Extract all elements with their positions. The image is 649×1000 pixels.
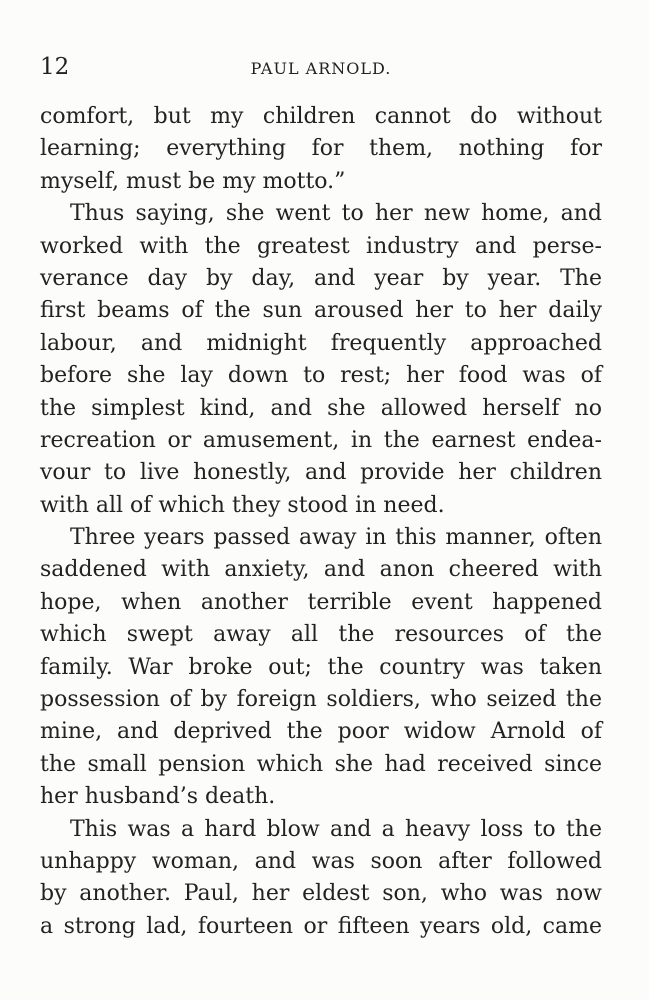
text-line: by another. Paul, her eldest son, who was now [40, 881, 602, 907]
text-line: worked with the greatest industry and perse- [40, 233, 602, 259]
text-line: the small pension which she had received since [40, 751, 602, 777]
text-line: first beams of the sun aroused her to her daily [40, 298, 602, 324]
text-line: myself, must be my motto.” [40, 168, 346, 194]
text-line: which swept away all the resources of the [40, 622, 602, 648]
text-line: verance day by day, and year by year. The [40, 265, 602, 291]
paragraph [40, 198, 602, 522]
text-line: mine, and deprived the poor widow Arnold of [40, 719, 602, 745]
text-line: the simplest kind, and she allowed herself no [40, 395, 602, 421]
text-line: unhappy woman, and was soon after followed [40, 848, 602, 874]
running-title: PAUL ARNOLD. [250, 59, 392, 78]
text-line: This was a hard blow and a heavy loss to the [70, 816, 602, 842]
text-line: before she lay down to rest; her food was of [40, 363, 602, 389]
paragraph [40, 522, 602, 814]
paragraph [40, 814, 602, 944]
text-line: Three years passed away in this manner, often [70, 525, 602, 551]
text-line: hope, when another terrible event happened [40, 589, 602, 615]
text-line: her husband’s death. [40, 784, 276, 810]
text-line: with all of which they stood in need. [40, 492, 445, 518]
text-line: learning; everything for them, nothing for [40, 136, 602, 162]
text-line: recreation or amusement, in the earnest endea- [40, 427, 602, 453]
text-line: saddened with anxiety, and anon cheered with [40, 557, 602, 583]
text-line: family. War broke out; the country was taken [40, 654, 602, 680]
text-line: possession of by foreign soldiers, who seized the [40, 687, 602, 713]
body-text [40, 101, 602, 943]
page-number: 12 [40, 54, 70, 80]
text-line: Thus saying, she went to her new home, and [70, 201, 602, 227]
running-head [40, 52, 602, 82]
text-line: labour, and midnight frequently approached [40, 330, 602, 356]
paragraph [40, 101, 602, 198]
text-line: a strong lad, fourteen or fifteen years old, came [40, 913, 602, 939]
text-line: comfort, but my children cannot do without [40, 104, 602, 129]
text-line: vour to live honestly, and provide her children [40, 460, 602, 486]
